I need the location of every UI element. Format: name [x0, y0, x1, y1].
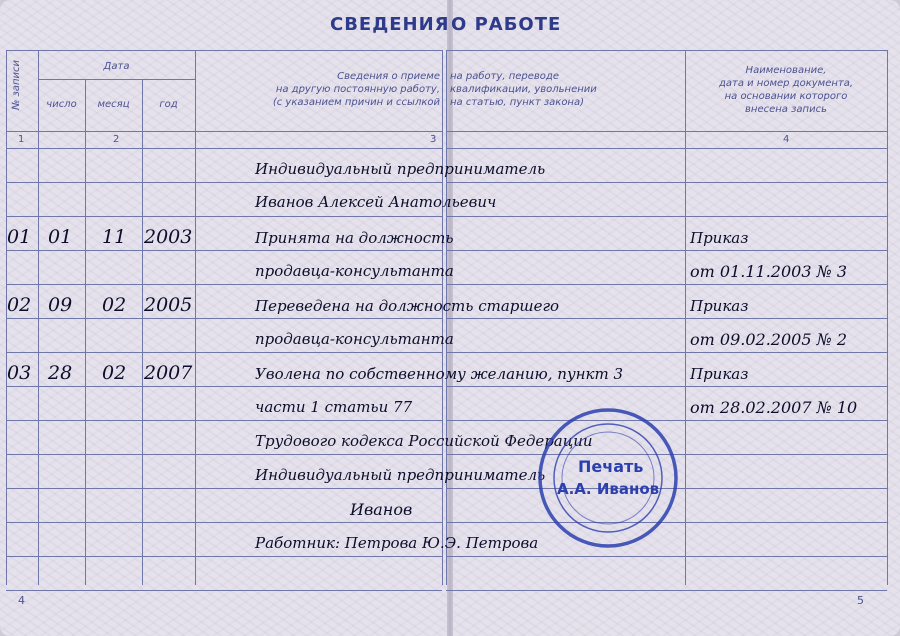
- col-header-date: Дата: [103, 61, 130, 72]
- grid-line: [6, 50, 7, 585]
- record-month-3: 02: [102, 362, 127, 384]
- grid-line: [887, 50, 888, 585]
- grid-line: [685, 50, 686, 585]
- col-number-1: 1: [18, 134, 25, 145]
- col-header-info-right: на работу, переводе квалификации, увольнении на статью, пункт закона): [450, 71, 597, 108]
- col-header-info-left: Сведения о приеме на другую постоянную работу, (с указанием причин и ссылкой: [272, 71, 440, 108]
- record-info-3b: части 1 статьи 77: [255, 398, 413, 416]
- row-line: [446, 216, 887, 217]
- col-number-4: 4: [783, 134, 790, 145]
- record-basis-2a: Приказ: [690, 297, 749, 315]
- grid-line: [142, 79, 143, 585]
- row-line: [446, 250, 887, 251]
- record-basis-1a: Приказ: [690, 229, 749, 247]
- row-line: [446, 386, 887, 387]
- row-line: [6, 284, 442, 285]
- round-seal: [537, 407, 679, 549]
- grid-line: [6, 131, 442, 132]
- stamp-text-1: Печать: [578, 457, 644, 476]
- row-line: [6, 488, 442, 489]
- record-month-2: 02: [102, 294, 127, 316]
- row-line: [446, 284, 887, 285]
- record-year-3: 2007: [144, 362, 193, 384]
- row-line: [446, 590, 887, 591]
- record-info-2a: Переведена на должность старшего: [255, 297, 560, 315]
- grid-line: [38, 50, 39, 585]
- row-line: [6, 216, 442, 217]
- grid-line: [446, 148, 887, 149]
- row-line: [6, 590, 442, 591]
- row-line: [6, 556, 442, 557]
- row-line: [446, 318, 887, 319]
- worker-signature-line: Работник: Петрова Ю.Э. Петрова: [255, 534, 539, 552]
- record-info-1a: Принята на должность: [255, 229, 454, 247]
- record-basis-2b: от 09.02.2005 № 2: [690, 330, 847, 349]
- record-basis-3b: от 28.02.2007 № 10: [690, 398, 858, 417]
- record-day-1: 01: [48, 226, 73, 248]
- grid-line: [446, 50, 887, 51]
- row-line: [6, 318, 442, 319]
- law-reference: Трудового кодекса Российской Федерации: [255, 432, 593, 450]
- row-line: [6, 250, 442, 251]
- title-left: СВЕДЕНИЯ: [330, 14, 450, 35]
- col-number-3: 3: [430, 134, 437, 145]
- grid-line: [6, 148, 442, 149]
- col-number-2: 2: [113, 134, 120, 145]
- page-number-right: 5: [857, 594, 864, 607]
- row-line: [6, 420, 442, 421]
- record-info-3a: Уволена по собственному желанию, пункт 3: [255, 365, 624, 383]
- signer-signature: Иванов: [350, 500, 413, 519]
- record-year-1: 2003: [144, 226, 193, 248]
- col-header-month: месяц: [97, 99, 130, 110]
- row-line: [6, 386, 442, 387]
- row-line: [446, 182, 887, 183]
- stamp-text-2: А.А. Иванов: [557, 480, 660, 498]
- col-header-basis: Наименование, дата и номер документа, на основании которого внесена запись: [718, 65, 854, 115]
- title-right: О РАБОТЕ: [451, 14, 562, 35]
- col-header-record-no: № записи: [11, 59, 22, 111]
- col-header-day: число: [46, 99, 77, 110]
- grid-line: [6, 50, 442, 51]
- grid-line: [85, 79, 86, 585]
- grid-line: [446, 131, 887, 132]
- row-line: [6, 454, 442, 455]
- employer-line-1: Индивидуальный предприниматель: [255, 160, 546, 178]
- record-basis-3a: Приказ: [690, 365, 749, 383]
- grid-line: [446, 50, 447, 585]
- grid-line: [442, 50, 443, 585]
- employer-line-2: Иванов Алексей Анатольевич: [255, 193, 497, 211]
- row-line: [446, 556, 887, 557]
- record-info-2b: продавца-консультанта: [255, 330, 454, 348]
- grid-line: [38, 79, 195, 80]
- row-line: [446, 352, 887, 353]
- row-line: [6, 522, 442, 523]
- page-number-left: 4: [18, 594, 25, 607]
- record-month-1: 11: [102, 226, 127, 248]
- grid-line: [195, 50, 196, 585]
- row-line: [6, 352, 442, 353]
- record-no-3: 03: [7, 362, 32, 384]
- record-no-2: 02: [7, 294, 32, 316]
- record-no-1: 01: [7, 226, 32, 248]
- record-day-2: 09: [48, 294, 73, 316]
- record-info-1b: продавца-консультанта: [255, 262, 454, 280]
- col-header-year: год: [159, 99, 178, 110]
- signer-title: Индивидуальный предприниматель: [255, 466, 546, 484]
- record-basis-1b: от 01.11.2003 № 3: [690, 262, 847, 281]
- record-year-2: 2005: [144, 294, 193, 316]
- record-day-3: 28: [48, 362, 73, 384]
- row-line: [6, 182, 442, 183]
